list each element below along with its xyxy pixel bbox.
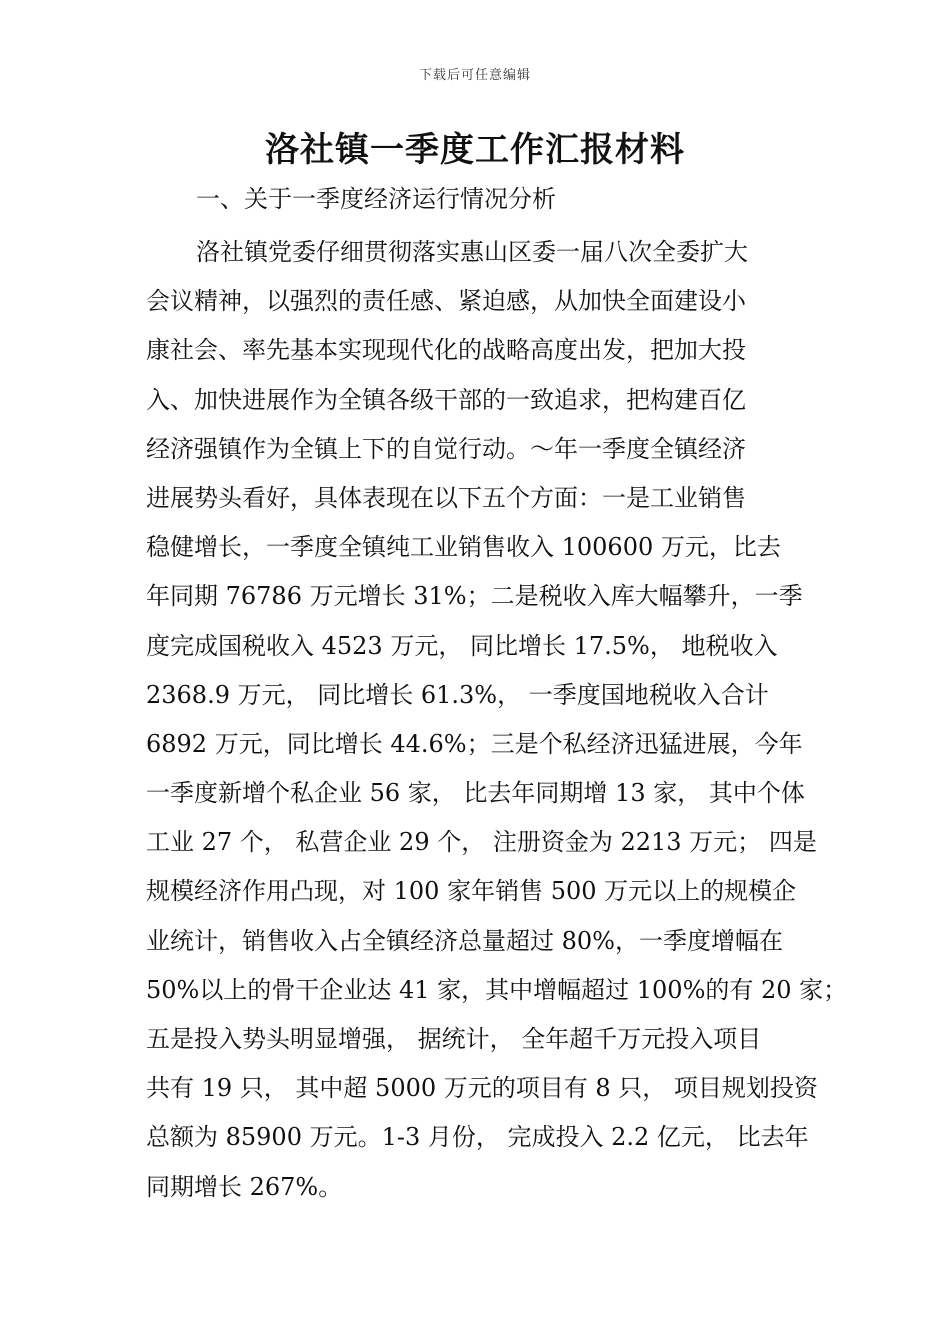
paragraph-line: 业统计，销售收入占全镇经济总量超过 80%，一季度增幅在: [146, 926, 783, 955]
paragraph-line: 进展势头看好，具体表现在以下五个方面：一是工业销售: [146, 483, 746, 512]
paragraph-line: 同期增长 267%。: [146, 1172, 343, 1201]
paragraph-line: 会议精神，以强烈的责任感、紧迫感，从加快全面建设小: [146, 287, 746, 316]
paragraph-line: 2368.9 万元， 同比增长 61.3%， 一季度国地税收入合计: [146, 680, 769, 709]
paragraph-line: 一季度新增个私企业 56 家， 比去年同期增 13 家， 其中个体: [146, 779, 805, 808]
body-paragraph: [146, 228, 848, 1212]
paragraph-line: 度完成国税收入 4523 万元， 同比增长 17.5%， 地税收入: [146, 631, 778, 660]
paragraph-line: 五是投入势头明显增强， 据统计， 全年超千万元投入项目: [146, 1025, 762, 1053]
paragraph-line: 共有 19 只， 其中超 5000 万元的项目有 8 只， 项目规划投资: [146, 1074, 818, 1103]
document-title: 洛社镇一季度工作汇报材料: [265, 130, 685, 170]
paragraph-line: 50%以上的骨干企业达 41 家，其中增幅超过 100%的有 20 家；: [146, 975, 848, 1004]
section-heading: 一、关于一季度经济运行情况分析: [196, 185, 556, 213]
paragraph-line: 工业 27 个， 私营企业 29 个， 注册资金为 2213 万元； 四是: [146, 828, 817, 857]
paragraph-line: 6892 万元，同比增长 44.6%；三是个私经济迅猛进展，今年: [146, 729, 803, 758]
paragraph-line: 稳健增长，一季度全镇纯工业销售收入 100600 万元，比去: [146, 533, 781, 562]
paragraph-line: 总额为 85900 万元。1-3 月份， 完成投入 2.2 亿元， 比去年: [146, 1123, 809, 1152]
paragraph-line: 康社会、率先基本实现现代化的战略高度出发，把加大投: [146, 336, 746, 365]
paragraph-line: 经济强镇作为全镇上下的自觉行动。～年一季度全镇经济: [146, 434, 746, 463]
header-note: 下载后可任意编辑: [418, 68, 531, 83]
paragraph-line: 规模经济作用凸现，对 100 家年销售 500 万元以上的规模企: [146, 877, 797, 906]
paragraph-line: 年同期 76786 万元增长 31%；二是税收入库大幅攀升，一季: [146, 582, 803, 611]
paragraph-line: 洛社镇党委仔细贯彻落实惠山区委一届八次全委扩大: [196, 238, 748, 266]
paragraph-line: 入、加快进展作为全镇各级干部的一致追求，把构建百亿: [146, 385, 746, 414]
